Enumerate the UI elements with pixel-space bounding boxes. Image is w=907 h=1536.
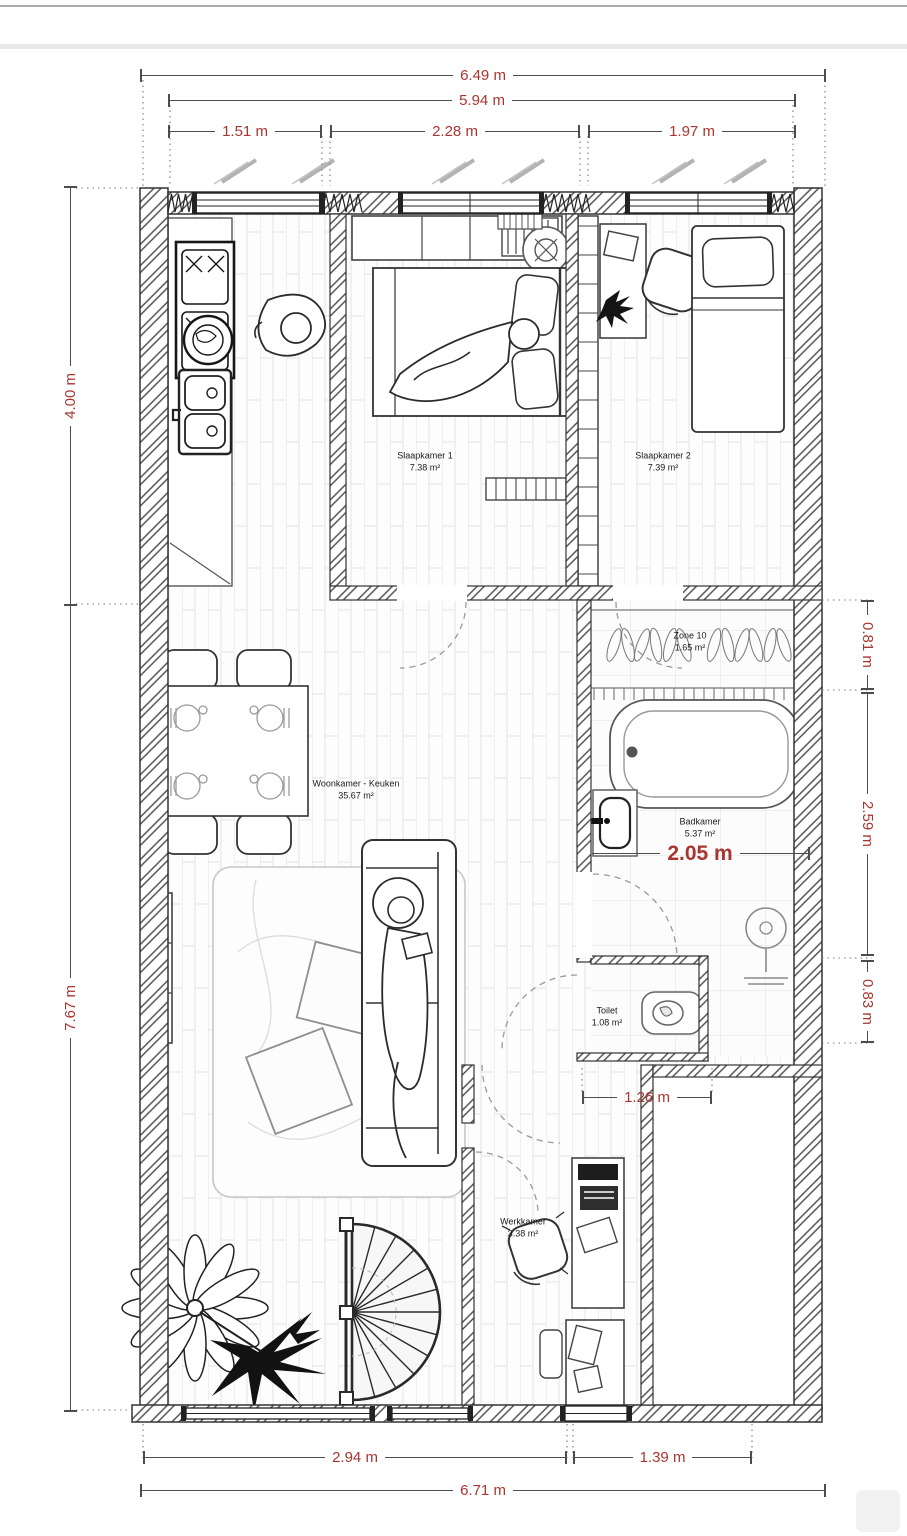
office-desk [572,1158,624,1308]
bedroom2-desk [596,224,646,338]
dim-right-upper: 0.81 m [860,600,875,690]
dim-top-inner: 5.94 m [168,93,796,108]
room-label-slaapkamer2: Slaapkamer 2 7.39 m² [635,450,691,472]
bed-bench [486,478,566,500]
kitchen-sink [173,367,234,454]
windows-bottom [181,1406,632,1421]
stove [176,242,234,378]
dim-top-total: 6.49 m [140,68,826,83]
room-label-werkkamer: Werkkamer 3.38 m² [500,1216,546,1238]
radiator [498,214,542,229]
single-bed [692,226,784,432]
dim-top-left-section: 1.51 m [168,124,322,139]
dim-bathroom-width: 2.05 m [592,843,810,864]
closet-column [578,216,598,586]
dim-top-right-section: 1.97 m [588,124,796,139]
room-label-woonkamer: Woonkamer - Keuken 35.67 m² [312,778,400,800]
windows-top [168,160,794,214]
room-label-toilet: Toilet 1.08 m² [591,1005,623,1027]
room-label-badkamer: Badkamer 5.37 m² [679,816,721,838]
dim-left-upper: 4.00 m [63,186,78,606]
map-control-button-partial[interactable] [856,1490,900,1532]
dim-hall-width: 1.26 m [582,1090,712,1105]
toilet-fixture [642,992,702,1034]
room-label-zone10: Zone 10 1.65 m² [673,630,707,652]
dim-left-lower: 7.67 m [63,604,78,1412]
dim-bottom-left: 2.94 m [143,1450,567,1465]
room-label-slaapkamer1: Slaapkamer 1 7.38 m² [397,450,453,472]
ceiling-fan [523,227,569,273]
dim-bottom-total: 6.71 m [140,1483,826,1498]
dim-top-mid-section: 2.28 m [330,124,580,139]
bathtub [610,700,800,808]
dim-right-mid: 2.59 m [860,692,875,956]
dim-right-lower: 0.83 m [860,960,875,1043]
dim-bottom-mid: 1.39 m [573,1450,752,1465]
